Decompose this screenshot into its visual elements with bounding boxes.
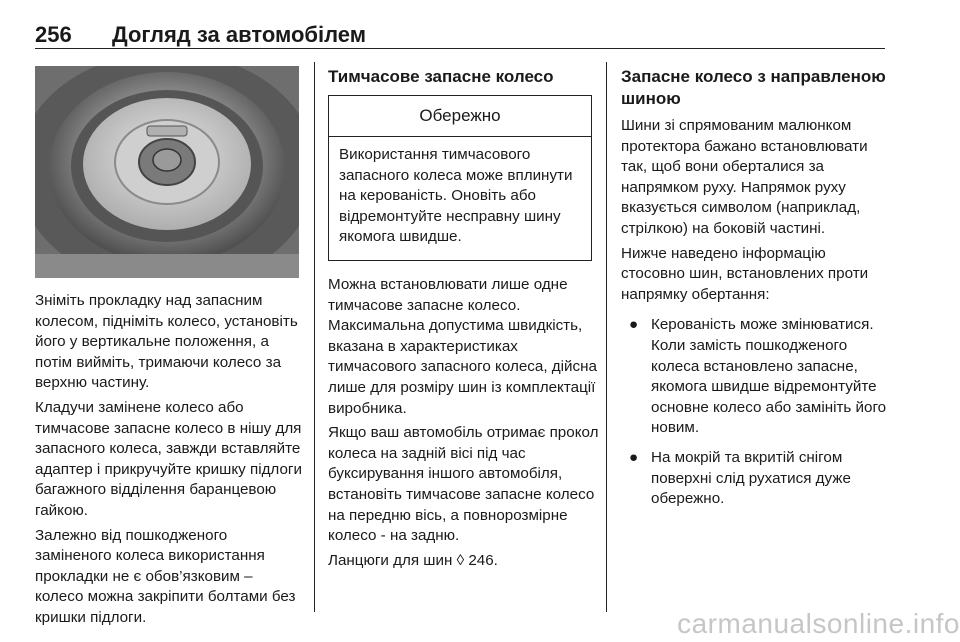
- caution-box: [328, 95, 592, 261]
- section-heading-directional-spare: Запасне колесо з направленою шиною: [621, 67, 886, 108]
- caution-title: Обережно: [329, 96, 591, 137]
- bullet-icon: ●: [629, 316, 639, 334]
- reference-label: Ланцюги для шин: [328, 551, 453, 569]
- column-divider-2: [606, 62, 607, 612]
- reference-arrow-icon: ◊: [456, 551, 465, 569]
- bullet-list: [621, 315, 893, 509]
- page-title: Догляд за автомобілем: [112, 22, 367, 47]
- section-heading-temporary-spare: Тимчасове запасне колесо: [328, 67, 554, 86]
- paragraph: Кладучи замінене колесо або тимчасове запасне колесо в нішу для запасного колеса, завжди вставляйте адаптер і прикручуйте кришку підлоги багажного відділення баранцевою гайкою.: [35, 398, 302, 519]
- paragraph: Зніміть прокладку над запасним колесом, підніміть колесо, установіть його у вертикальне положення, а потім вийміть, тримаючи колесо за верхню частину.: [35, 292, 298, 392]
- bullet-icon: ●: [629, 448, 639, 466]
- spare-wheel-illustration: [35, 66, 299, 278]
- paragraph: Залежно від пошкодженого заміненого колеса використання прокладки не є обов’язковим – колесо можна закріпити болтами без кришки підлоги.: [35, 526, 296, 626]
- header-rule: [35, 48, 885, 49]
- paragraph: Якщо ваш автомобіль отримає прокол колеса на задній вісі під час буксирування іншого автомобіля, встановіть тимчасове запасне колесо на передню вісь, а повнорозмірне колесо - на задню.: [328, 424, 599, 545]
- paragraph: Нижче наведено інформацію стосовно шин, встановлених проти напрямку обертання:: [621, 244, 869, 303]
- column-3-text: [621, 116, 893, 519]
- paragraph: Можна встановлювати лише одне тимчасове запасне колесо. Максимальна допустима швидкість, вказана в характеристиках тимчасового запасного колеса, дійсна лише для розміру шин із комплектації виробника.: [328, 276, 597, 417]
- cross-reference[interactable]: [328, 551, 600, 572]
- column-divider-1: [314, 62, 315, 612]
- page-number: 256: [35, 22, 72, 47]
- column-1-text: [35, 291, 305, 633]
- paragraph: Шини зі спрямованим малюнком протектора бажано встановлювати так, щоб вони оберталися за напрямком руху. Напрямок руху вказується символом (наприклад, стрілкою) на боковій частині.: [621, 117, 868, 237]
- spare-wheel-photo: [35, 66, 299, 278]
- list-item: ● На мокрій та вкритій снігом поверхні слід рухатися дуже обережно.: [629, 448, 851, 508]
- caution-body: Використання тимчасового запасного колеса може вплинути на керованість. Оновіть або відремонтуйте несправну шину якомога швидше.: [339, 146, 573, 246]
- reference-page: 246.: [468, 551, 498, 569]
- column-2-text: [328, 275, 600, 575]
- list-item: ● Керованість може змінюватися. Коли замість пошкодженого колеса встановлено запасне, якомога швидше відремонтуйте основне колесо або замініть його новим.: [629, 316, 887, 437]
- watermark: carmanualsonline.info: [677, 608, 960, 639]
